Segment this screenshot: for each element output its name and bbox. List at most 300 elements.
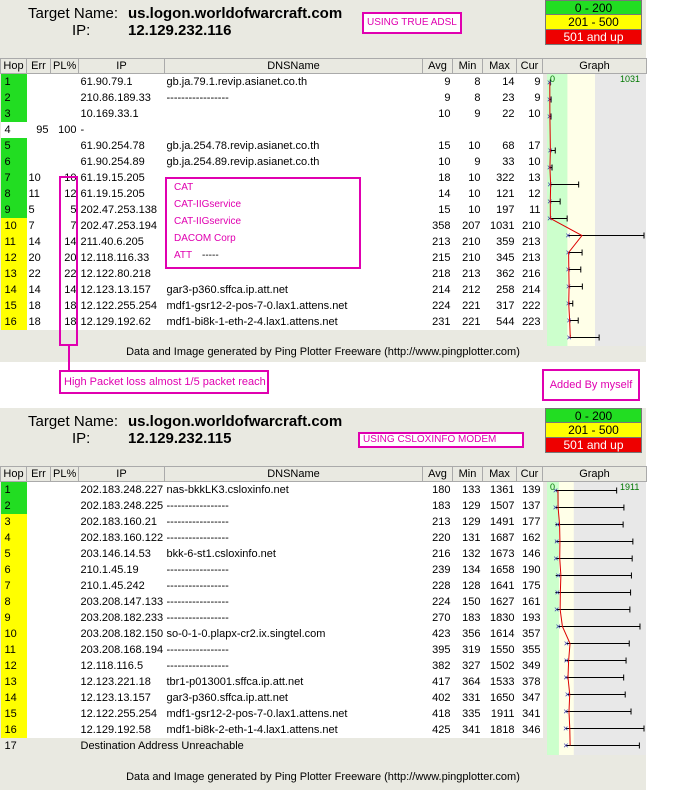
cell-err [27,514,51,530]
cell-max: 1830 [483,610,517,626]
cell-err: 7 [27,218,51,234]
cell-avg: 213 [423,514,453,530]
cell-hop: 7 [1,170,27,186]
cell-cur: 162 [517,530,543,546]
cell-min: 319 [453,642,483,658]
cell-ip: 12.129.192.58 [79,722,165,738]
ip-value: 12.129.232.115 [128,430,232,447]
column-header-cur[interactable]: Cur [517,59,543,74]
current-latency-marker: × [564,689,571,700]
cell-min: 9 [453,106,483,122]
cell-min: 212 [453,282,483,298]
panel-2-header [0,408,646,464]
cell-cur: 13 [517,170,543,186]
cell-hop: 8 [1,186,27,202]
cell-max: 544 [483,314,517,330]
latency-legend [545,408,642,453]
cell-dns [165,106,423,122]
cell-err: 22 [27,266,51,282]
legend-green: 0 - 200 [545,0,642,15]
current-latency-marker: × [547,196,553,207]
cell-avg: 425 [423,722,453,738]
cell-max: 1507 [483,498,517,514]
panel-1-header [0,0,646,56]
column-header-hop[interactable]: Hop [1,59,27,74]
current-latency-marker: × [555,621,561,632]
column-header-graph[interactable]: Graph [543,59,647,74]
column-header-max[interactable]: Max [483,59,517,74]
cell-err [27,674,51,690]
cell-cur: 341 [517,706,543,722]
cell-hop: 11 [1,642,27,658]
cell-max: 1491 [483,514,517,530]
cell-err: 95 [27,122,51,138]
current-latency-marker: × [565,230,571,241]
cell-min: 133 [453,482,483,499]
cell-max: 68 [483,138,517,154]
cell-pl [51,690,79,706]
cell-min: 207 [453,218,483,234]
cell-err: 18 [27,314,51,330]
cell-cur: 11 [517,202,543,218]
cell-max: 1614 [483,626,517,642]
cell-avg: 14 [423,186,453,202]
ip-value: 12.129.232.116 [128,22,232,39]
cell-min: 10 [453,138,483,154]
cell-ip: 12.122.255.254 [79,298,165,314]
cell-err [27,530,51,546]
cell-max: 1658 [483,562,517,578]
cell-avg: 228 [423,578,453,594]
cell-cur [517,738,543,754]
cell-cur: 355 [517,642,543,658]
cell-dns: mdf1-gsr12-2-pos-7-0.lax1.attens.net [165,298,423,314]
cell-dns: gb.ja.254.89.revip.asianet.co.th [165,154,423,170]
cell-err [27,690,51,706]
cell-pl: 20 [51,250,79,266]
cell-max: 1911 [483,706,517,722]
cell-dns [165,122,423,138]
cell-avg: 402 [423,690,453,706]
cell-avg: 224 [423,594,453,610]
cell-hop: 2 [1,90,27,106]
cell-err [27,738,51,754]
cell-ip: 203.208.182.150 [80,628,164,640]
connection-note: USING CSLOXINFO MODEM [358,432,524,448]
cell-min: 356 [453,626,483,642]
cell-err [27,722,51,738]
column-header-plpct[interactable]: PL% [51,59,79,74]
cell-dns: gar3-p360.sffca.ip.att.net [165,282,423,298]
cell-avg: 224 [423,298,453,314]
cell-hop: 8 [1,594,27,610]
current-latency-marker: × [552,502,559,513]
current-latency-marker: × [547,179,553,190]
cell-dns: ----------------- [165,594,423,610]
cell-err [27,482,51,499]
cell-min: 10 [453,170,483,186]
cell-err [27,74,51,91]
cell-hop: 15 [1,706,27,722]
cell-hop: 1 [1,74,27,91]
cell-hop: 17 [1,738,27,754]
cell-err: 18 [27,298,51,314]
cell-ip: 210.1.45.19 [79,562,165,578]
cell-dns: ----------------- [165,562,423,578]
cell-ip: 203.208.147.133 [80,596,164,608]
cell-min: 129 [453,498,483,514]
cell-cur: 161 [517,594,543,610]
cell-pl: 14 [51,282,79,298]
cell-hop: 13 [1,674,27,690]
cell-err [27,658,51,674]
cell-max: 359 [483,234,517,250]
cell-min: 10 [453,202,483,218]
cell-min: 129 [453,514,483,530]
cell-max: 1627 [483,594,517,610]
cell-err: 11 [27,186,51,202]
cell-cur: 12 [517,186,543,202]
cell-cur: 17 [517,138,543,154]
cell-cur: 210 [517,218,543,234]
cell-dns: gar3-p360.sffca.ip.att.net [165,690,423,706]
panel-1-footer: Data and Image generated by Ping Plotter Freeware (http://www.pingplotter.com) [0,346,646,361]
cell-hop: 9 [1,202,27,218]
cell-err [27,706,51,722]
cell-dns: ----------------- [165,642,423,658]
cell-max: 1673 [483,546,517,562]
cell-cur: 175 [517,578,543,594]
isp-note-3: CAT-IIGservice [174,216,242,227]
cell-avg: 15 [423,138,453,154]
target-name-value: us.logon.worldofwarcraft.com [128,5,343,22]
cell-pl [51,90,79,106]
cell-hop: 1 [1,482,27,499]
cell-min: 221 [453,314,483,330]
cell-ip: 202.183.160.122 [80,532,164,544]
cell-cur: 213 [517,250,543,266]
cell-hop: 5 [1,138,27,154]
current-latency-marker: × [565,298,571,309]
cell-ip: 210.1.45.242 [79,578,165,594]
cell-dns: ----------------- [165,530,423,546]
legend-green: 0 - 200 [545,408,642,423]
cell-pl [51,562,79,578]
cell-avg: 358 [423,218,453,234]
isp-note-5: ATT [174,250,193,261]
graph-max-label: 1031 [620,74,641,84]
cell-max: 1533 [483,674,517,690]
cell-pl [51,674,79,690]
cell-min: 183 [453,610,483,626]
cell-dns: ----------------- [165,610,423,626]
cell-avg: 10 [423,154,453,170]
cell-hop: 4 [1,122,27,138]
cell-cur: 9 [517,74,543,91]
cell-min: 150 [453,594,483,610]
cell-min [453,738,483,754]
cell-min: 9 [453,154,483,170]
current-latency-marker: × [565,281,572,292]
cell-max: 1650 [483,690,517,706]
cell-cur: 347 [517,690,543,706]
column-header-min[interactable]: Min [453,467,483,482]
column-header-cur[interactable]: Cur [517,467,543,482]
cell-max [483,122,517,138]
cell-err [27,642,51,658]
cell-avg: 417 [423,674,453,690]
cell-err [27,626,51,642]
cell-cur: 357 [517,626,543,642]
cell-pl: 7 [51,218,79,234]
current-latency-marker: × [554,604,560,615]
cell-pl: 22 [51,266,79,282]
cell-ip: 10.169.33.1 [79,106,165,122]
graph-max-label: 1911 [620,482,640,492]
cell-hop: 10 [1,626,27,642]
cell-cur: 139 [517,482,543,499]
column-header-hop[interactable]: Hop [1,467,27,482]
cell-hop: 7 [1,578,27,594]
column-header-ip[interactable]: IP [79,467,165,482]
panel-2-footer: Data and Image generated by Ping Plotter Freeware (http://www.pingplotter.com) [0,771,646,786]
cell-cur: 214 [517,282,543,298]
cell-ip: 61.90.254.78 [79,138,165,154]
isp-annotation-box [165,177,361,269]
current-latency-marker: × [563,638,570,649]
cell-cur: 9 [517,90,543,106]
cell-min: 134 [453,562,483,578]
cell-cur: 146 [517,546,543,562]
cell-avg: 395 [423,642,453,658]
column-header-min[interactable]: Min [453,59,483,74]
cell-err [27,594,51,610]
cell-pl: 10 [51,170,79,186]
cell-cur: 378 [517,674,543,690]
cell-min: 331 [453,690,483,706]
cell-ip: 202.47.253.194 [79,218,165,234]
cell-cur: 213 [517,234,543,250]
cell-err [27,562,51,578]
cell-ip: 12.122.255.254 [79,706,165,722]
cell-ip: 61.90.79.1 [79,74,165,91]
latency-graph-2 [547,482,646,755]
cell-hop: 12 [1,658,27,674]
cell-ip: 61.19.15.205 [79,170,165,186]
current-latency-marker: × [562,723,569,734]
target-name-label: Target Name: [28,413,119,430]
cell-min: 221 [453,298,483,314]
isp-note-2: CAT-IIGservice [174,199,242,210]
column-header-avg[interactable]: Avg [423,467,453,482]
cell-min: 8 [453,90,483,106]
cell-pl [51,106,79,122]
cell-avg: 10 [423,106,453,122]
graph-zone-red [595,74,646,346]
cell-max: 1361 [483,482,517,499]
cell-pl [51,706,79,722]
cell-ip: 12.118.116.33 [79,250,165,266]
cell-err [27,154,51,170]
column-header-ip[interactable]: IP [79,59,165,74]
cell-ip: 12.123.13.157 [79,690,165,706]
cell-hop: 5 [1,546,27,562]
cell-cur: 137 [517,498,543,514]
added-by-annotation: Added By myself [542,369,640,401]
cell-dns: bkk-6-st1.csloxinfo.net [165,546,423,562]
cell-ip: 61.19.15.205 [79,186,165,202]
cell-ip: 12.123.13.157 [79,282,165,298]
cell-ip: 202.183.160.21 [79,514,165,530]
current-latency-marker: × [563,740,569,751]
cell-err [27,138,51,154]
cell-avg: 180 [423,482,453,499]
cell-hop: 3 [1,514,27,530]
cell-ip: 210.86.189.33 [79,90,165,106]
cell-ip: 12.122.80.218 [79,266,165,282]
column-header-dnsname[interactable]: DNSName [165,59,423,74]
cell-dns: ----------------- [165,498,423,514]
cell-dns: gb.ja.254.78.revip.asianet.co.th [165,138,423,154]
legend-yellow: 201 - 500 [545,15,642,30]
cell-pl: 18 [51,298,79,314]
cell-pl [51,482,79,499]
cell-max: 1687 [483,530,517,546]
cell-ip: 202.183.248.227 [79,482,165,499]
cell-err [27,90,51,106]
cell-ip: 203.146.14.53 [79,546,165,562]
cell-pl [51,610,79,626]
cell-err [27,498,51,514]
cell-dns: ----------------- [165,514,423,530]
cell-avg: 18 [423,170,453,186]
cell-avg: 15 [423,202,453,218]
cell-hop: 10 [1,218,27,234]
cell-err [27,546,51,562]
cell-cur: 10 [517,154,543,170]
cell-dns: mdf1-bi8k-1-eth-2-4.lax1.attens.net [165,314,423,330]
current-latency-marker: × [554,536,560,547]
cell-hop: 9 [1,610,27,626]
cell-hop: 6 [1,562,27,578]
cell-hop: 14 [1,690,27,706]
cell-pl: 12 [51,186,79,202]
cell-dns: tbr1-p013001.sffca.ip.att.net [165,674,423,690]
cell-err [27,578,51,594]
cell-pl [51,722,79,738]
cell-pl [51,594,79,610]
column-header-max[interactable]: Max [483,467,517,482]
cell-avg: 382 [423,658,453,674]
cell-ip: 202.183.248.225 [80,500,164,512]
cell-max: 23 [483,90,517,106]
cell-dns: ----------------- [165,578,423,594]
cell-cur: 216 [517,266,543,282]
cell-pl [51,642,79,658]
cell-avg: 215 [423,250,453,266]
column-header-plpct[interactable]: PL% [51,467,79,482]
cell-pl [51,658,79,674]
ip-label: IP: [72,22,91,39]
cell-cur: 193 [517,610,543,626]
cell-min: 364 [453,674,483,690]
cell-avg: 231 [423,314,453,330]
cell-hop: 4 [1,530,27,546]
cell-max: 1818 [483,722,517,738]
column-header-err[interactable]: Err [27,59,51,74]
cell-err: 5 [27,202,51,218]
cell-min: 335 [453,706,483,722]
column-header-avg[interactable]: Avg [423,59,453,74]
cell-avg: 183 [423,498,453,514]
graph-zone-red [574,482,646,755]
cell-dns: ----------------- [165,658,423,674]
column-header-graph[interactable]: Graph [543,467,647,482]
cell-min: 128 [453,578,483,594]
current-latency-marker: × [554,519,561,530]
cell-ip: 61.90.254.89 [79,154,165,170]
cell-cur: 222 [517,298,543,314]
current-latency-marker: × [563,655,569,666]
target-name-label: Target Name: [28,5,119,22]
cell-hop: 12 [1,250,27,266]
cell-hop: 13 [1,266,27,282]
column-header-dnsname[interactable]: DNSName [165,467,423,482]
annotation-connector [68,346,70,370]
current-latency-marker: × [566,315,572,326]
cell-min: 210 [453,234,483,250]
isp-note-4: DACOM Corp [174,233,236,244]
cell-min: 8 [453,74,483,91]
cell-hop: 11 [1,234,27,250]
cell-avg: 9 [423,74,453,91]
cell-max: 1550 [483,642,517,658]
cell-hop: 2 [1,498,27,514]
column-header-err[interactable]: Err [27,467,51,482]
cell-ip: 203.208.182.233 [80,612,164,624]
cell-ip: 202.47.253.138 [79,202,165,218]
cell-pl [51,138,79,154]
cell-avg: 423 [423,626,453,642]
cell-max: 258 [483,282,517,298]
cell-err: 14 [27,282,51,298]
cell-pl [51,738,79,754]
legend-red: 501 and up [545,438,642,453]
cell-pl [51,514,79,530]
cell-pl: 18 [51,314,79,330]
isp-note-dashes: ----- [202,250,219,261]
cell-dns: mdf1-gsr12-2-pos-7-0.lax1.attens.net [165,706,423,722]
current-latency-marker: × [566,332,572,343]
cell-max: 317 [483,298,517,314]
cell-avg [423,122,453,138]
cell-dns: mdf1-bi8k-2-eth-1-4.lax1.attens.net [165,722,423,738]
cell-min: 213 [453,266,483,282]
cell-ip: 12.118.116.5 [79,658,165,674]
cell-hop: 6 [1,154,27,170]
cell-min: 327 [453,658,483,674]
current-latency-marker: × [553,553,559,564]
cell-max: 1641 [483,578,517,594]
current-latency-marker: × [547,145,553,156]
cell-err [27,610,51,626]
cell-avg [423,738,453,754]
cell-min: 131 [453,530,483,546]
cell-err: 20 [27,250,51,266]
cell-cur: 10 [517,106,543,122]
latency-graph-1 [547,74,646,346]
cell-cur: 177 [517,514,543,530]
